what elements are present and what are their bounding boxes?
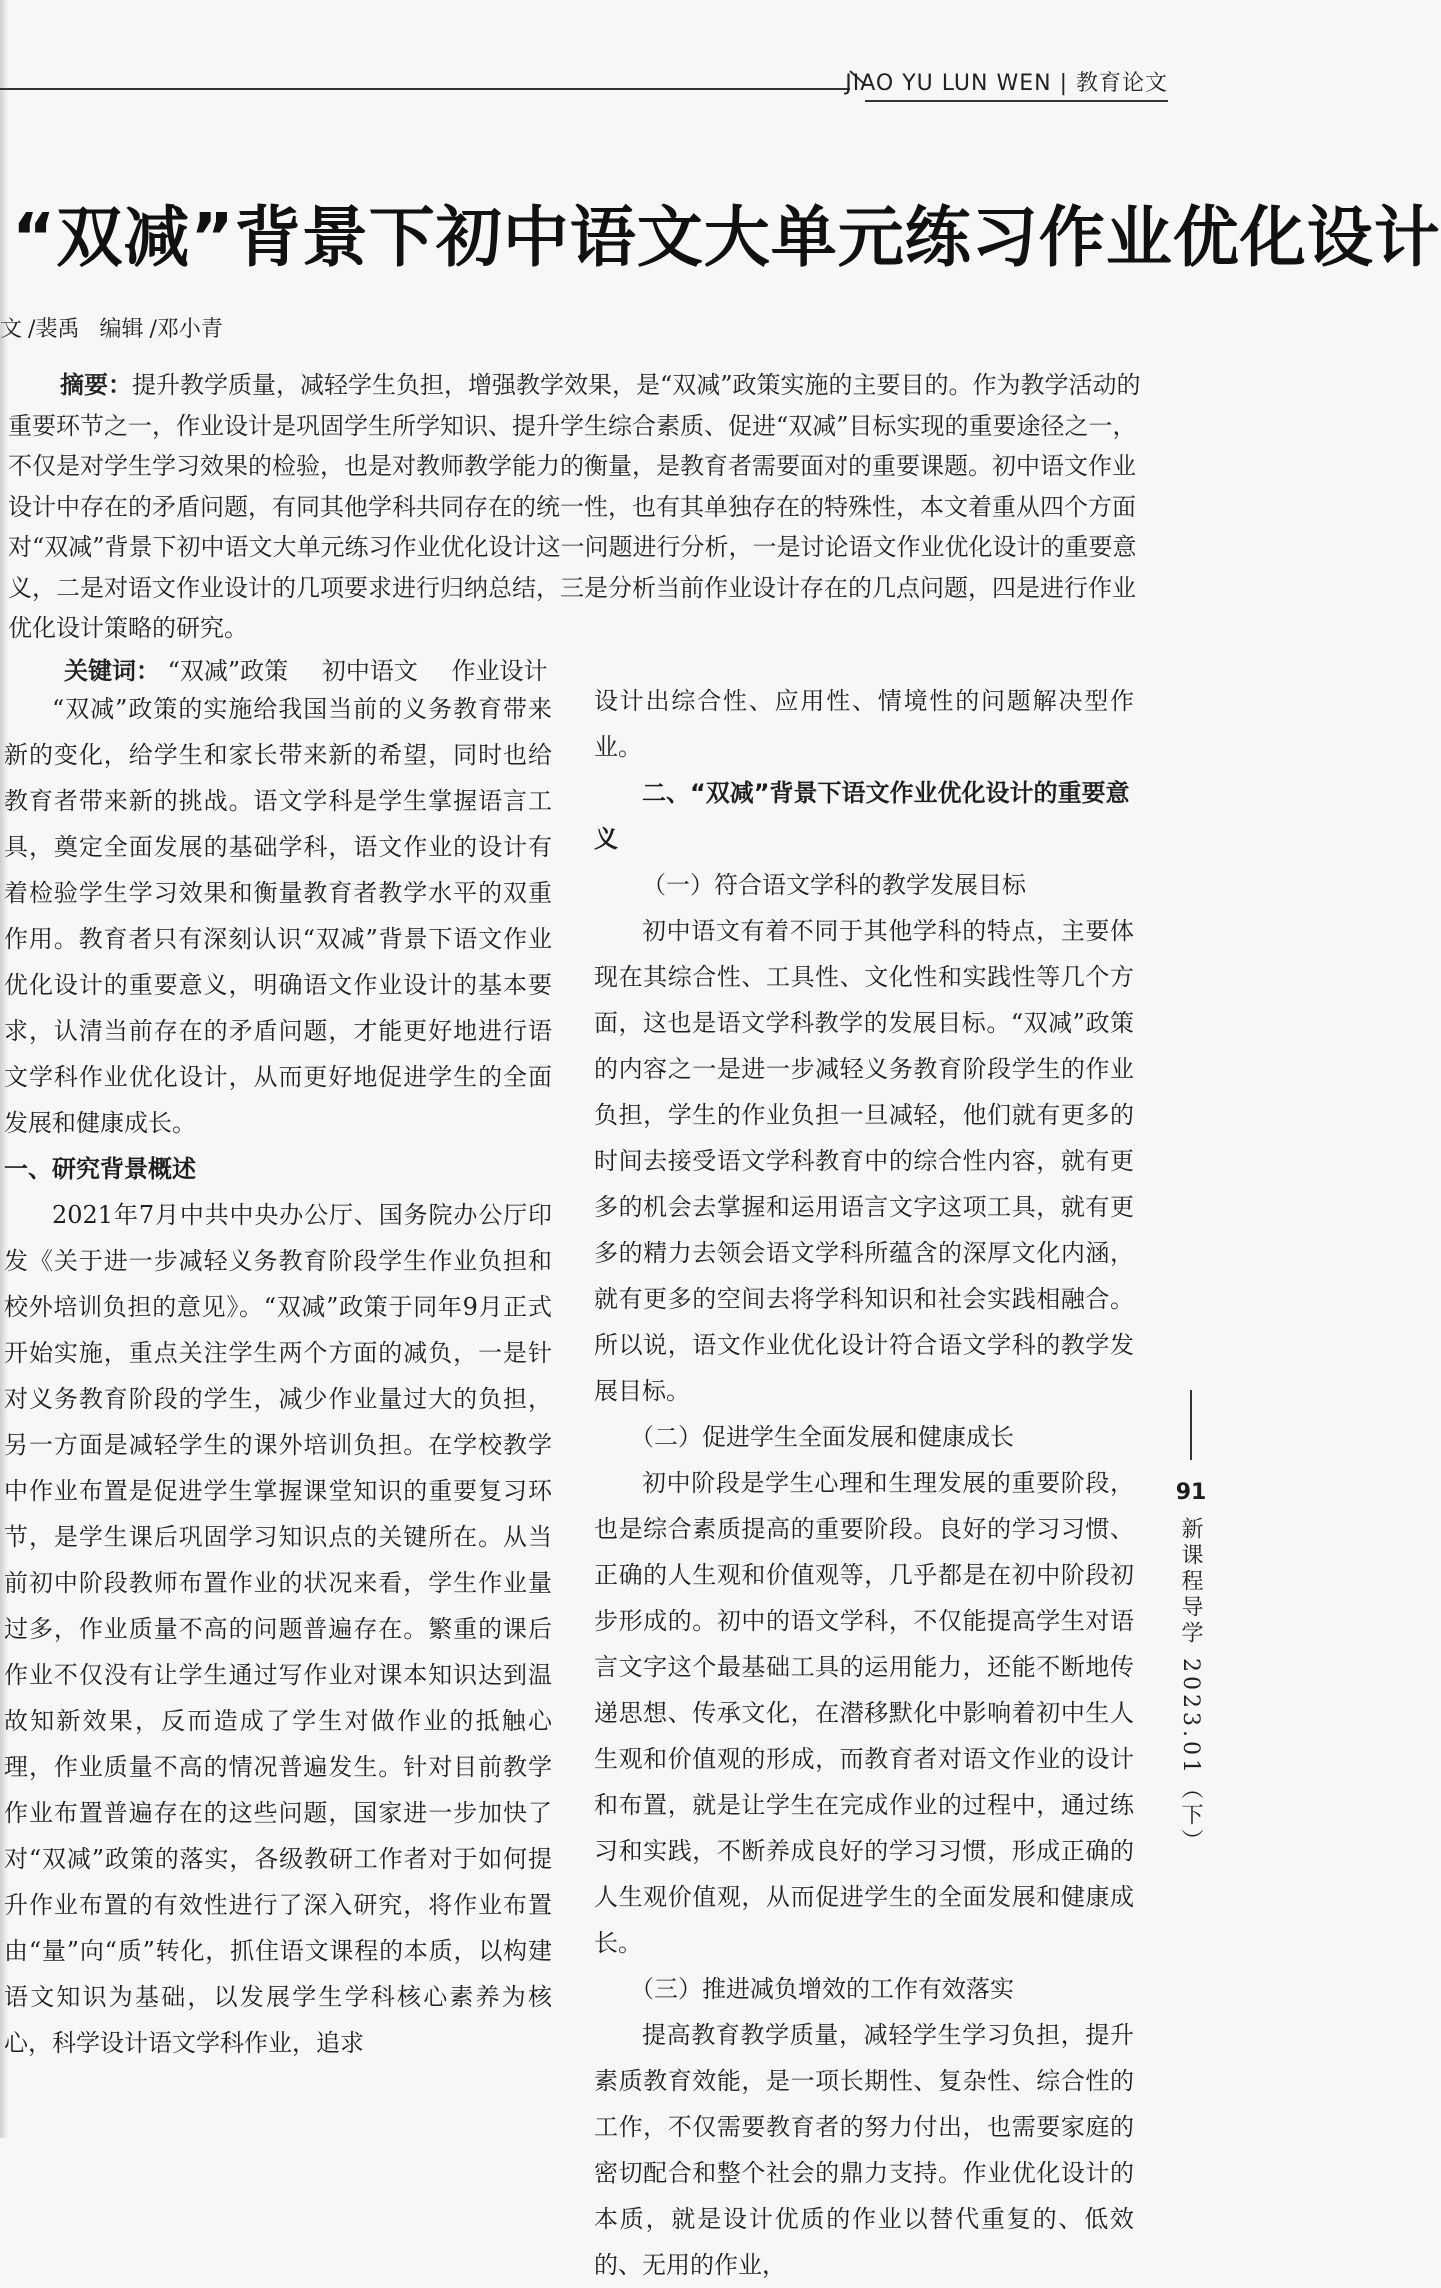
continuation-paragraph: 设计出综合性、应用性、情境性的问题解决型作业。: [594, 687, 1134, 761]
keyword-item: 作业设计: [451, 656, 548, 685]
page-number: 91: [1175, 1480, 1207, 1505]
running-head-separator: |: [1059, 71, 1068, 96]
subsection-2-paragraph: 初中阶段是学生心理和生理发展的重要阶段，也是综合素质提高的重要阶段。良好的学习习惯、正确的人生观和价值观等，几乎都是在初中阶段初步形成的。初中的语文学科，不仅能提高学生对语言文字这个最基础工具的运用能力，还能不断地传递思想、传承文化，在潜移默化中影响着初中生人生观和价值观的形成，而教育者对语文作业的设计和布置，就是让学生在完成作业的过程中，通过练习和实践，不断养成良好的学习习惯，形成正确的人生观价值观，从而促进学生的全面发展和健康成长。: [594, 1469, 1134, 1957]
page-sidebar: [1168, 1390, 1214, 1855]
running-head: [845, 66, 1168, 97]
abstract-paragraph: [8, 365, 1148, 649]
keyword-item: 初中语文: [321, 656, 418, 685]
subsection-heading-3: （三）推进减负增效的工作有效落实: [630, 1975, 1014, 2003]
editor-label: 编辑: [99, 317, 144, 342]
section-1-paragraph: 2021年7月中共中央办公厅、国务院办公厅印发《关于进一步减轻义务教育阶段学生作业负担和校外培训负担的意见》。“双减”政策于同年9月正式开始实施，重点关注学生两个方面的减负，一是针对义务教育阶段的学生，减少作业量过大的负担，另一方面是减轻学生的课外培训负担。在学校教学中作业布置是促进学生掌握课堂知识的重要复习环节，是学生课后巩固学习知识点的关键所在。从当前初中阶段教师布置作业的状况来看，学生作业量过多，作业质量不高的问题普遍存在。繁重的课后作业不仅没有让学生通过写作业对课本知识达到温故知新效果，反而造成了学生对做作业的抵触心理，作业质量不高的情况普遍发生。针对目前教学作业布置普遍存在的这些问题，国家进一步加快了对“双减”政策的落实，各级教研工作者对于如何提升作业布置的有效性进行了深入研究，将作业布置由“量”向“质”转化，抓住语文课程的本质，以构建语文知识为基础，以发展学生学科核心素养为核心，科学设计语文学科作业，追求: [4, 1201, 552, 2057]
abstract-text: 提升教学质量，减轻学生负担，增强教学效果，是“双减”政策实施的主要目的。作为教学活动的重要环节之一，作业设计是巩固学生所学知识、提升学生综合素质、促进“双减”目标实现的重要途径之一，不仅是对学生学习效果的检验，也是对教师教学能力的衡量，是教育者需要面对的重要课题。初中语文作业设计中存在的矛盾问题，有同其他学科共同存在的统一性，也有其单独存在的特殊性，本文着重从四个方面对“双减”背景下初中语文大单元练习作业优化设计这一问题进行分析，一是讨论语文作业优化设计的重要意义，二是对语文作业设计的几项要求进行归纳总结，三是分析当前作业设计存在的几点问题，四是进行作业优化设计策略的研究。: [8, 371, 1141, 642]
subsection-heading-1: （一）符合语文学科的教学发展目标: [642, 871, 1026, 899]
running-head-pinyin: JIAO YU LUN WEN: [845, 71, 1052, 96]
subsection-1-paragraph: 初中语文有着不同于其他学科的特点，主要体现在其综合性、工具性、文化性和实践性等几个方面，这也是语文学科教学的发展目标。“双减”政策的内容之一是进一步减轻义务教育阶段学生的作业负担，学生的作业负担一旦减轻，他们就有更多的时间去接受语文学科教育中的综合性内容，就有更多的机会去掌握和运用语言文字这项工具，就有更多的精力去领会语文学科所蕴含的深厚文化内涵，就有更多的空间去将学科知识和社会实践相融合。所以说，语文作业优化设计符合语文学科的教学发展目标。: [594, 917, 1134, 1405]
left-column: [4, 686, 552, 2066]
keyword-item: “双减”政策: [167, 656, 289, 685]
author-label: 文: [0, 317, 23, 342]
journal-issue: 新课程导学 2023.01（下）: [1178, 1517, 1203, 1855]
article-title: “双减”背景下初中语文大单元练习作业优化设计: [12, 199, 1441, 276]
editor-name: 邓小青: [156, 317, 223, 342]
abstract-block: [8, 365, 1148, 691]
byline: 文 /裴禹 编辑 /邓小青: [0, 317, 223, 342]
header-rule-right: [865, 100, 1168, 102]
keywords-label: 关键词：: [64, 656, 160, 685]
author-name: 裴禹: [35, 317, 80, 342]
header-rule: [0, 88, 850, 90]
running-head-section: 教育论文: [1075, 71, 1168, 96]
section-heading-1: 一、研究背景概述: [4, 1155, 196, 1183]
subsection-3-paragraph: 提高教育教学质量，减轻学生学习负担，提升素质教育效能，是一项长期性、复杂性、综合性的工作，不仅需要教育者的努力付出，也需要家庭的密切配合和整个社会的鼎力支持。作业优化设计的本质，就是设计优质的作业以替代重复的、低效的、无用的作业，: [594, 2021, 1134, 2279]
right-column: [594, 678, 1134, 2288]
sidebar-rule: [1190, 1390, 1192, 1460]
section-heading-2: 二、“双减”背景下语文作业优化设计的重要意义: [594, 779, 1130, 853]
intro-paragraph: “双减”政策的实施给我国当前的义务教育带来新的变化，给学生和家长带来新的希望，同时也给教育者带来新的挑战。语文学科是学生掌握语言工具，奠定全面发展的基础学科，语文作业的设计有着检验学生学习效果和衡量教育者教学水平的双重作用。教育者只有深刻认识“双减”背景下语文作业优化设计的重要意义，明确语文作业设计的基本要求，认清当前存在的矛盾问题，才能更好地进行语文学科作业优化设计，从而更好地促进学生的全面发展和健康成长。: [4, 695, 552, 1137]
abstract-label: 摘要：: [60, 371, 132, 399]
subsection-heading-2: （二）促进学生全面发展和健康成长: [630, 1423, 1014, 1451]
